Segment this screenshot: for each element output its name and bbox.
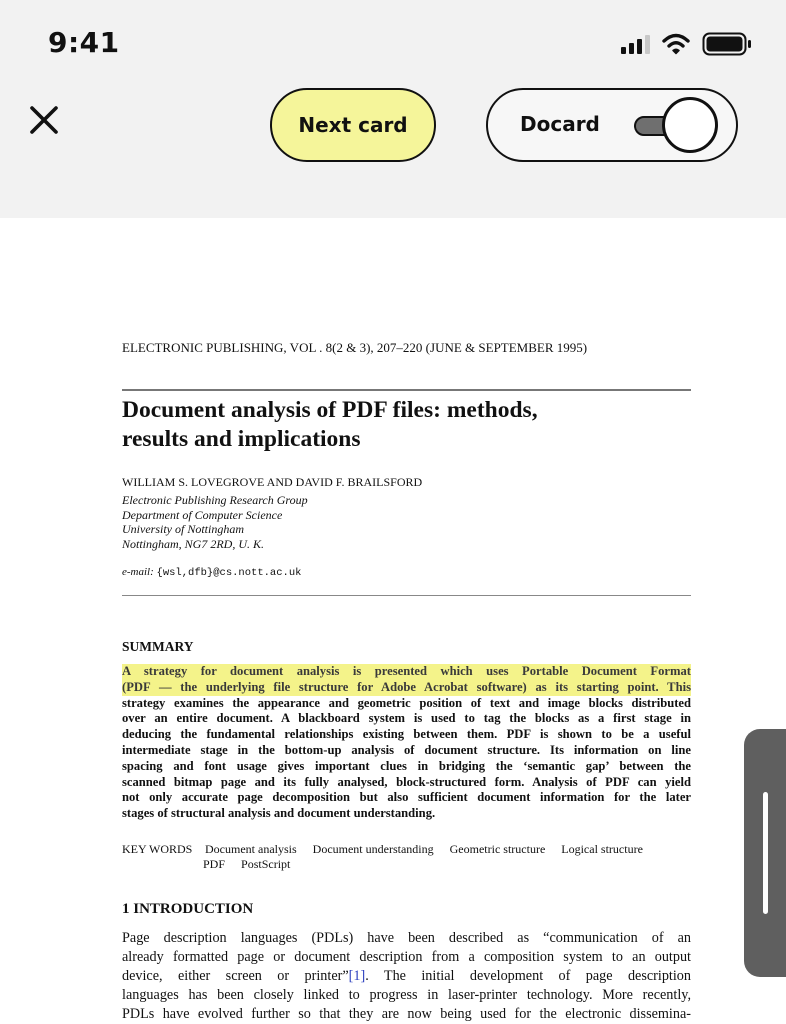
summary-line: strategy examines the appearance and geometric position of text and image blocks distributed xyxy=(122,695,691,710)
status-time: 9:41 xyxy=(48,26,120,59)
docard-toggle[interactable] xyxy=(486,88,738,162)
summary-heading: SUMMARY xyxy=(122,639,194,654)
affiliation-line: Electronic Publishing Research Group xyxy=(122,493,308,507)
citation-link[interactable]: [1] xyxy=(348,968,366,984)
keywords-row xyxy=(122,857,692,872)
email-line xyxy=(122,566,301,579)
keyword: Logical structure xyxy=(561,842,643,856)
summary-line-highlighted[interactable]: A strategy for document analysis is presented which uses Portable Document Format xyxy=(122,664,691,678)
header-rule xyxy=(122,389,691,391)
wifi-icon xyxy=(662,33,690,55)
keyword: PDF xyxy=(203,856,226,871)
keywords xyxy=(122,842,692,871)
intro-heading: 1 INTRODUCTION xyxy=(122,901,254,917)
drag-handle-bar xyxy=(763,792,768,914)
close-icon xyxy=(29,105,59,135)
keyword: Document analysis xyxy=(205,842,297,856)
intro-line: PDLs have evolved further so that they are now being used for the electronic dissemina- xyxy=(122,1006,691,1022)
close-button[interactable] xyxy=(26,102,62,138)
intro-line-text: device, either screen or printer” xyxy=(122,968,349,984)
summary-line: spacing and font usage gives important clues in bridging the ‘semantic gap’ between the xyxy=(122,758,691,773)
paper-title xyxy=(122,396,642,454)
email-prefix: e-mail: xyxy=(122,566,154,578)
affiliation-line: Department of Computer Science xyxy=(122,507,283,522)
keywords-label: KEY WORDS xyxy=(122,842,193,856)
summary-line: deducing the fundamental relationships existing between them. PDF is shown to be a useful xyxy=(122,727,691,742)
keyword: PostScript xyxy=(241,856,291,871)
summary-line: scanned bitmap page and its fully analysed, block-structured form. Analysis of PDF can yield xyxy=(122,774,691,789)
intro-line: languages has been closely linked to progress in laser-printer technology. More recently, xyxy=(122,987,691,1003)
keyword: Geometric structure xyxy=(449,842,546,856)
docard-toggle-label: Docard xyxy=(520,112,600,136)
toggle-knob[interactable] xyxy=(662,97,718,153)
intro-line-text: . The initial development of page description xyxy=(365,968,691,984)
email-address[interactable]: {wsl,dfb}@cs.nott.ac.uk xyxy=(156,567,302,579)
journal-line: ELECTRONIC PUBLISHING, VOL . 8(2 & 3), 207–220 (JUNE & SEPTEMBER 1995) xyxy=(122,340,588,355)
top-toolbar-area xyxy=(0,0,786,218)
affiliation-line: Nottingham, NG7 2RD, U. K. xyxy=(122,536,265,551)
status-icons xyxy=(621,32,752,56)
abstract-rule xyxy=(122,595,691,596)
keyword: Document understanding xyxy=(312,842,434,856)
intro-line: already formatted page or document description from a composition system to an output xyxy=(122,949,691,965)
keywords-row xyxy=(122,842,692,857)
intro-body xyxy=(122,929,691,1024)
summary-line: stages of structural analysis and document understanding. xyxy=(122,806,436,821)
side-drawer-handle[interactable] xyxy=(744,729,786,977)
summary-body[interactable] xyxy=(122,664,691,822)
summary-line-highlighted[interactable]: (PDF — the underlying file structure for Adobe Acrobat software) as its starting point. This xyxy=(122,679,691,694)
summary-line: intermediate stage in the bottom-up analysis of document structure. Its information on line xyxy=(122,742,691,757)
authors: WILLIAM S. LOVEGROVE AND DAVID F. BRAILSFORD xyxy=(122,475,423,489)
paper-title-line: Document analysis of PDF files: methods, xyxy=(122,397,538,423)
summary-line: over an entire document. A blackboard system is used to tag the blocks as a first stage in xyxy=(122,711,691,726)
affiliation-line: University of Nottingham xyxy=(122,522,244,536)
intro-line xyxy=(122,967,691,986)
battery-icon xyxy=(702,32,752,56)
summary-line: not only accurate page decomposition but also sufficient document information for the later xyxy=(122,790,691,805)
paper-title-line: results and implications xyxy=(122,426,361,452)
intro-line: Page description languages (PDLs) have been described as “communication of an xyxy=(122,930,691,946)
affiliation xyxy=(122,493,308,551)
signal-icon xyxy=(621,34,650,54)
next-card-button[interactable]: Next card xyxy=(270,88,436,162)
